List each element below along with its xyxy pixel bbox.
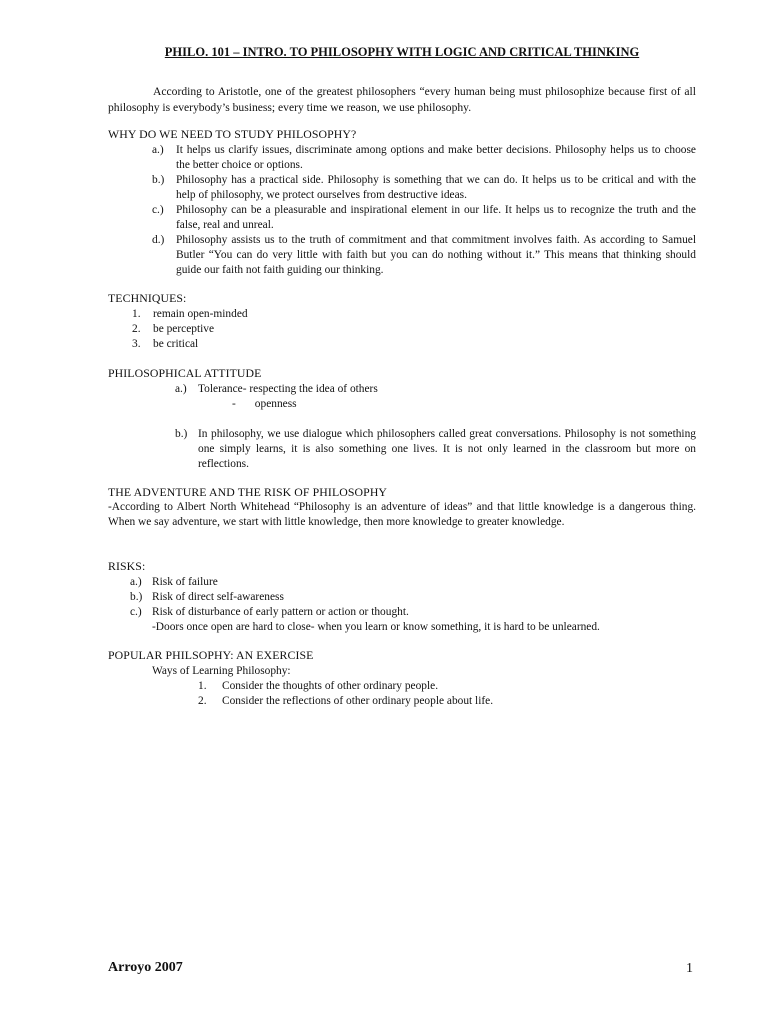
list-item: [130, 590, 696, 605]
list-text: Consider the thoughts of other ordinary people.: [222, 680, 439, 692]
list-text: Risk of disturbance of early pattern or action or thought.: [152, 606, 409, 618]
list-item: [175, 382, 696, 397]
page-number: 1: [686, 961, 693, 976]
list-item: [132, 307, 532, 322]
list-text: be perceptive: [153, 323, 215, 335]
footer-author: Arroyo 2007: [108, 960, 183, 975]
list-text: remain open-minded: [153, 308, 248, 320]
list-marker: 2.: [132, 323, 141, 335]
list-text: In philosophy, we use dialogue which philosophers called great conversations. Philosophy is not something one simply learns, it is also something one lives. It is not only learned in the classroom but more on reflections.: [198, 428, 696, 470]
list-marker: a.): [152, 144, 164, 156]
techniques-heading: TECHNIQUES:: [108, 291, 187, 305]
list-item: [130, 575, 696, 590]
subitem-marker: -: [232, 398, 236, 410]
risks-heading: RISKS:: [108, 559, 146, 573]
list-text: Risk of failure: [152, 576, 218, 588]
list-text: Consider the reflections of other ordinary people about life.: [222, 695, 494, 707]
techniques-list: [132, 307, 532, 352]
list-item: [152, 143, 696, 173]
risks-list: [130, 575, 696, 620]
list-marker: 1.: [132, 308, 141, 320]
list-marker: c.): [152, 204, 164, 216]
list-text: Philosophy has a practical side. Philosophy is something that we can do. It helps us to be critical and with the help of philosophy, we protect ourselves from destructive ideas.: [176, 174, 696, 201]
adventure-paragraph: -According to Albert North Whitehead “Philosophy is an adventure of ideas” and that little knowledge is a dangerous thing. When we say adventure, we start with little knowledge, then more knowledge to greater knowledge.: [108, 501, 696, 528]
popular-subheading: Ways of Learning Philosophy:: [152, 665, 291, 677]
list-text: Philosophy can be a pleasurable and inspirational element in our life. It helps us to recognize the truth and the false, real and unreal.: [176, 204, 696, 231]
why-heading: WHY DO WE NEED TO STUDY PHILOSOPHY?: [108, 127, 357, 141]
list-text: It helps us clarify issues, discriminate among options and make better decisions. Philosophy helps us to choose the better choice or options.: [176, 144, 696, 171]
list-marker: a.): [130, 576, 142, 588]
list-item: [152, 233, 696, 278]
list-marker: b.): [175, 428, 188, 440]
attitude-list-a: [175, 382, 696, 397]
adventure-heading: THE ADVENTURE AND THE RISK OF PHILOSOPHY: [108, 485, 388, 499]
list-marker: 3.: [132, 338, 141, 350]
attitude-list-b: [175, 427, 696, 472]
list-item: [132, 322, 532, 337]
list-item: [132, 337, 532, 352]
list-text: be critical: [153, 338, 199, 350]
list-marker: b.): [152, 174, 165, 186]
list-marker: 2.: [198, 695, 207, 707]
attitude-subitem: [232, 397, 432, 412]
list-text: Philosophy assists us to the truth of commitment and that commitment involves faith. As according to Samuel Butler “You can do very little with faith but you can do nothing without it.” This means that thinking should guide our faith not faith guiding our thinking.: [176, 234, 696, 276]
subitem-text: openness: [254, 398, 297, 410]
list-item: [152, 203, 696, 233]
why-list: [152, 143, 696, 278]
list-marker: d.): [152, 234, 165, 246]
list-item: [198, 679, 696, 694]
attitude-heading: PHILOSOPHICAL ATTITUDE: [108, 366, 262, 380]
popular-heading: POPULAR PHILSOPHY: AN EXERCISE: [108, 648, 314, 662]
page-title: PHILO. 101 – INTRO. TO PHILOSOPHY WITH LOGIC AND CRITICAL THINKING: [164, 45, 640, 59]
list-item: [175, 427, 696, 472]
list-marker: 1.: [198, 680, 207, 692]
list-item: [152, 173, 696, 203]
intro-paragraph: According to Aristotle, one of the greatest philosophers “every human being must philosophize because first of all philosophy is everybody’s business; every time we reason, we use philosophy.: [108, 85, 696, 114]
popular-list: [198, 679, 696, 709]
list-marker: a.): [175, 383, 187, 395]
list-marker: b.): [130, 591, 143, 603]
list-text: Tolerance- respecting the idea of others: [198, 383, 378, 395]
risks-note: -Doors once open are hard to close- when you learn or know something, it is hard to be unlearned.: [152, 621, 600, 633]
list-marker: c.): [130, 606, 142, 618]
list-item: [198, 694, 696, 709]
list-text: Risk of direct self-awareness: [152, 591, 284, 603]
list-item: [130, 605, 696, 620]
